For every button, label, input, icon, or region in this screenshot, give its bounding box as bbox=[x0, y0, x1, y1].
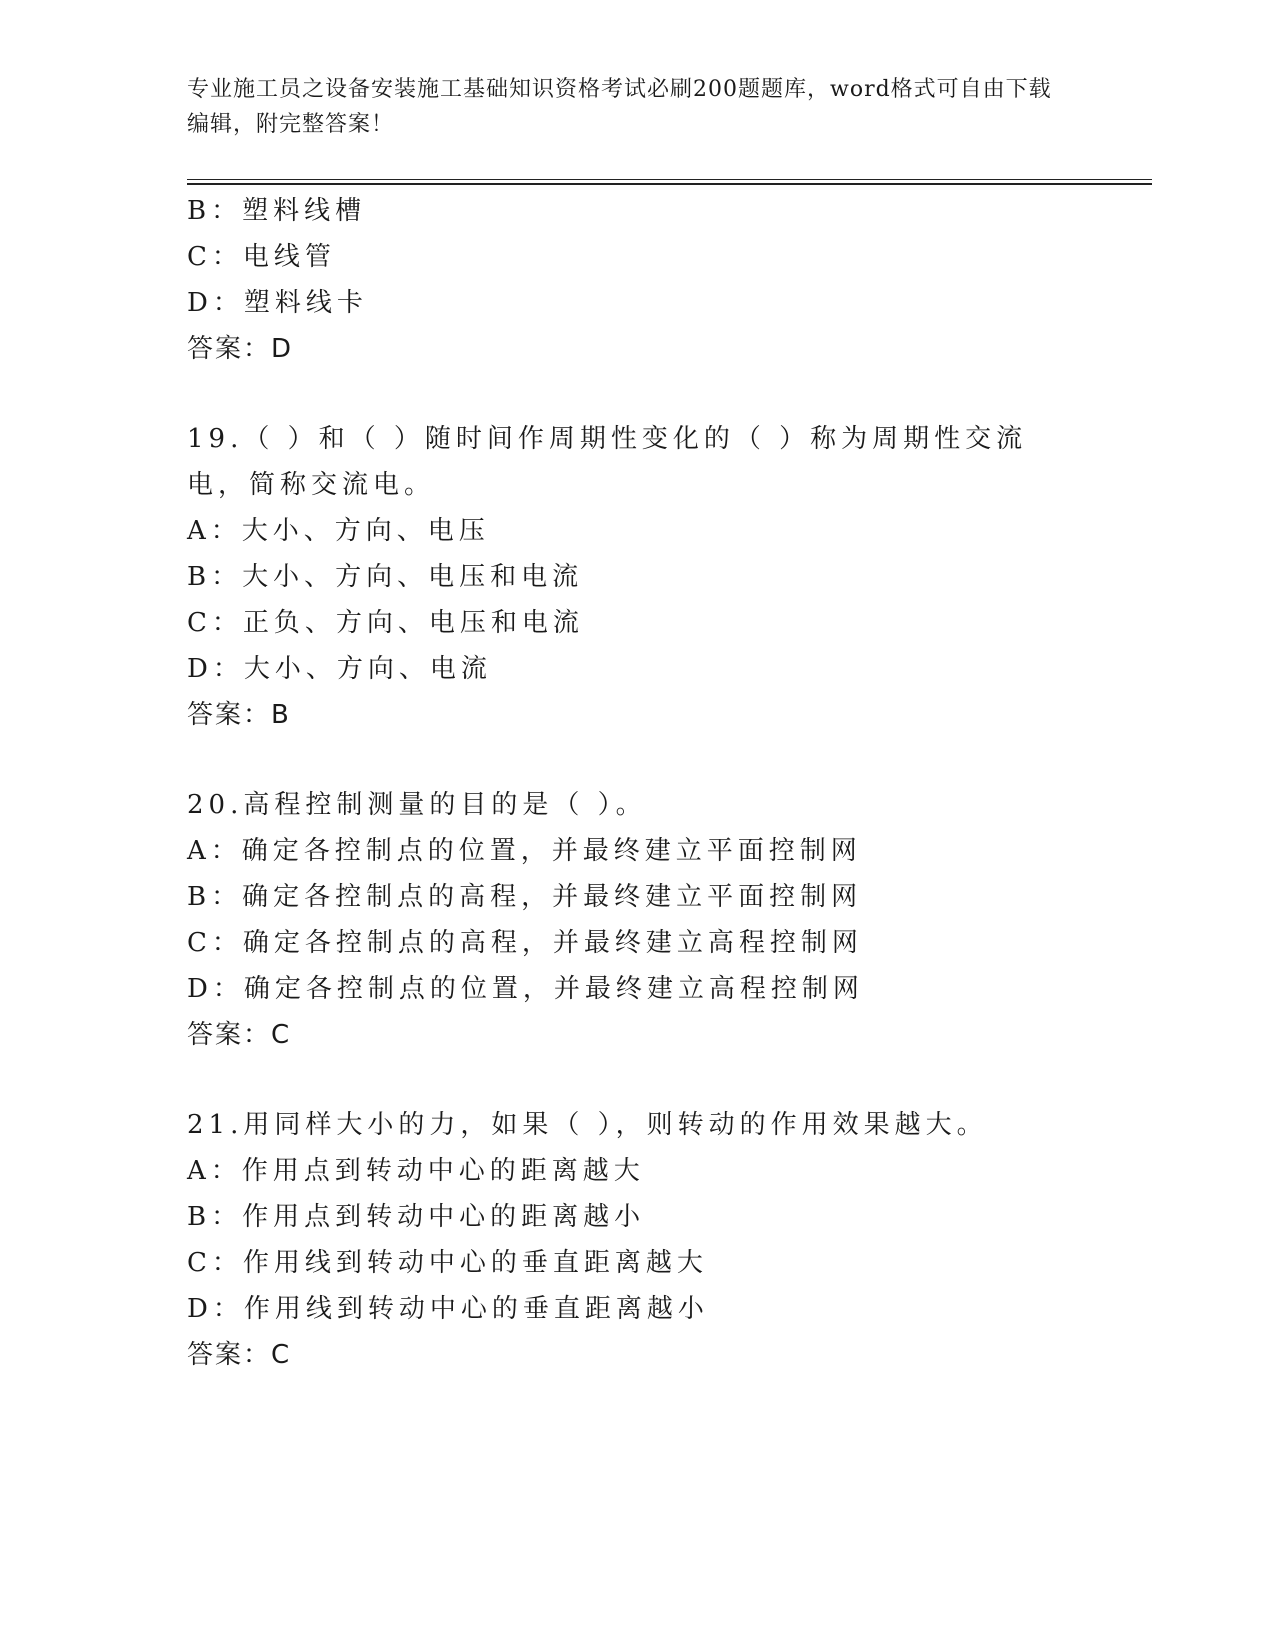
option-b: B：作用点到转动中心的距离越小 bbox=[187, 1202, 646, 1232]
question-19 bbox=[187, 416, 1087, 738]
option-a: A：大小、方向、电压 bbox=[187, 516, 490, 546]
option-a: A：确定各控制点的位置，并最终建立平面控制网 bbox=[187, 836, 862, 866]
question-stem: 19.（ ）和（ ）随时间作周期性变化的（ ）称为周期性交流电，简称交流电。 bbox=[187, 424, 1028, 500]
question-20 bbox=[187, 782, 1087, 1058]
question-stem: 20.高程控制测量的目的是（ ）。 bbox=[187, 790, 647, 820]
question-18 bbox=[187, 188, 1087, 372]
document-header: 专业施工员之设备安装施工基础知识资格考试必刷200题题库，word格式可自由下载编辑，附完整答案！ bbox=[187, 77, 1052, 137]
option-d: D：大小、方向、电流 bbox=[187, 654, 492, 684]
option-c: C：正负、方向、电压和电流 bbox=[187, 608, 584, 638]
option-c: C：确定各控制点的高程，并最终建立高程控制网 bbox=[187, 928, 863, 958]
answer: 答案：C bbox=[187, 1340, 292, 1370]
question-21 bbox=[187, 1102, 1087, 1378]
option-d: D：作用线到转动中心的垂直距离越小 bbox=[187, 1294, 709, 1324]
option-c: C：电线管 bbox=[187, 242, 336, 272]
option-b: B：确定各控制点的高程，并最终建立平面控制网 bbox=[187, 882, 863, 912]
option-d: D：确定各控制点的位置，并最终建立高程控制网 bbox=[187, 974, 864, 1004]
option-b: B：塑料线槽 bbox=[187, 196, 367, 226]
option-b: B：大小、方向、电压和电流 bbox=[187, 562, 584, 592]
answer: 答案：B bbox=[187, 700, 291, 730]
question-list bbox=[187, 188, 1087, 1378]
answer: 答案：C bbox=[187, 1020, 292, 1050]
option-a: A：作用点到转动中心的距离越大 bbox=[187, 1156, 645, 1186]
header-divider-thin bbox=[187, 179, 1152, 180]
question-stem: 21.用同样大小的力，如果（ ），则转动的作用效果越大。 bbox=[187, 1110, 988, 1140]
header-divider-thick bbox=[187, 183, 1152, 185]
option-d: D：塑料线卡 bbox=[187, 288, 368, 318]
option-c: C：作用线到转动中心的垂直距离越大 bbox=[187, 1248, 708, 1278]
answer: 答案：D bbox=[187, 334, 294, 364]
